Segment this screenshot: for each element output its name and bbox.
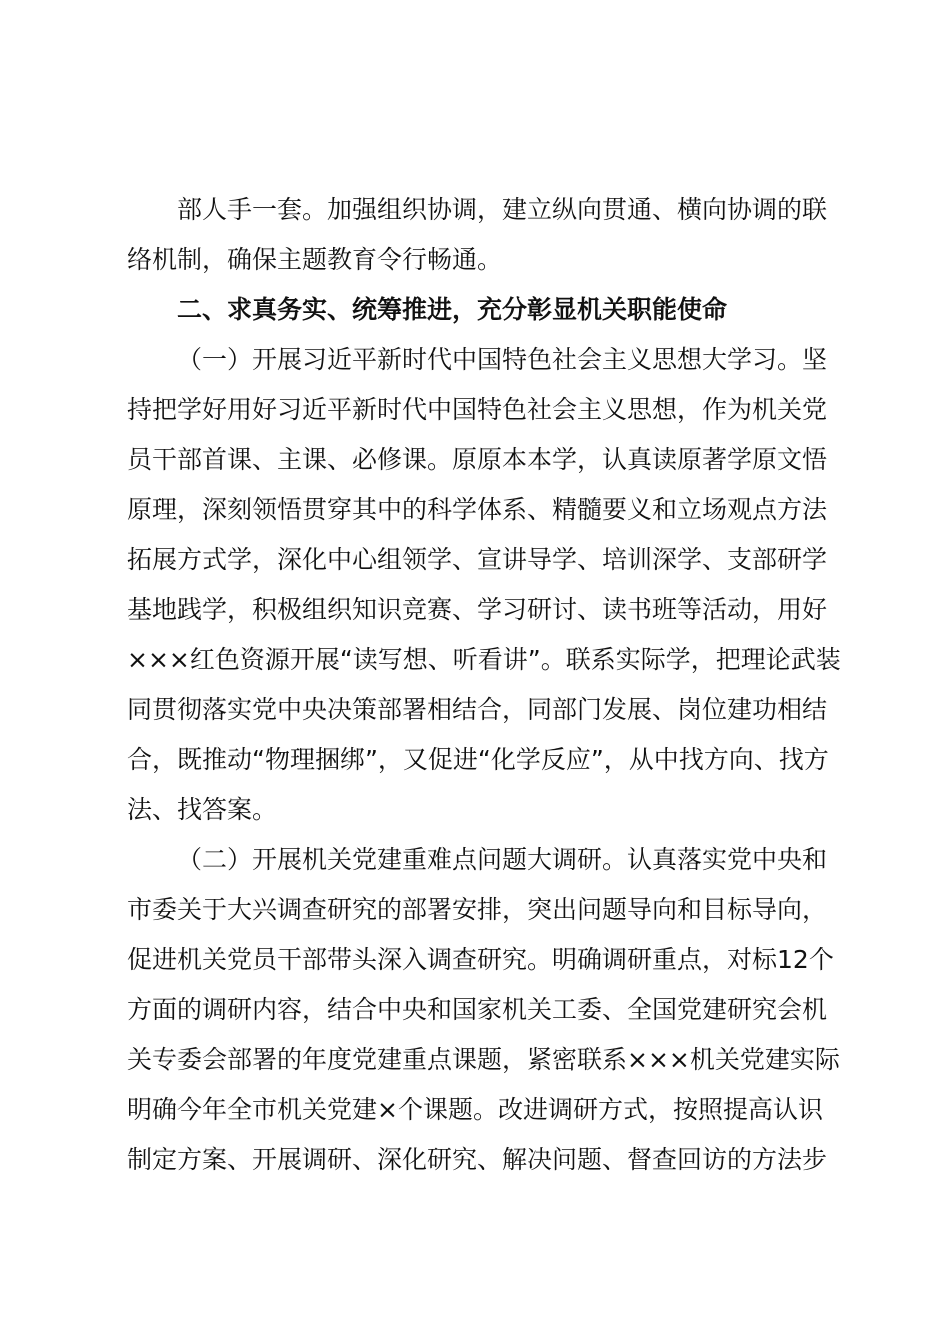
text-line: 同贯彻落实党中央决策部署相结合，同部门发展、岗位建功相结 [127, 695, 828, 724]
text-line: 原理，深刻领悟贯穿其中的科学体系、精髓要义和立场观点方法 [127, 495, 828, 524]
text-line: 持把学好用好习近平新时代中国特色社会主义思想，作为机关党 [127, 395, 828, 424]
paragraph-lead-line: （一）开展习近平新时代中国特色社会主义思想大学习。坚 [177, 345, 828, 374]
text-line: 络机制，确保主题教育令行畅通。 [127, 245, 503, 274]
text-line: 市委关于大兴调查研究的部署安排，突出问题导向和目标导向， [127, 895, 828, 924]
text-line: 合，既推动“物理捆绑”，又促进“化学反应”，从中找方向、找方 [127, 745, 829, 774]
text-line: 关专委会部署的年度党建重点课题，紧密联系×××机关党建实际 [127, 1045, 840, 1074]
paragraph-lead-line: （二）开展机关党建重难点问题大调研。认真落实党中央和 [177, 845, 828, 874]
text-line: 制定方案、开展调研、深化研究、解决问题、督查回访的方法步 [127, 1145, 828, 1174]
document-body [127, 185, 857, 1185]
text-line: 明确今年全市机关党建×个课题。改进调研方式，按照提高认识 [127, 1095, 823, 1124]
text-line: 促进机关党员干部带头深入调查研究。明确调研重点，对标12个 [127, 945, 834, 974]
text-line: 方面的调研内容，结合中央和国家机关工委、全国党建研究会机 [127, 995, 828, 1024]
text-line: 法、找答案。 [127, 795, 278, 824]
text-line: 基地践学，积极组织知识竞赛、学习研讨、读书班等活动，用好 [127, 595, 828, 624]
text-line: 拓展方式学，深化中心组领学、宣讲导学、培训深学、支部研学 [127, 545, 828, 574]
section-heading: 二、求真务实、统筹推进，充分彰显机关职能使命 [177, 295, 728, 324]
text-line: 员干部首课、主课、必修课。原原本本学，认真读原著学原文悟 [127, 445, 828, 474]
text-line: ×××红色资源开展“读写想、听看讲”。联系实际学，把理论武装 [127, 645, 841, 674]
text-line: 部人手一套。加强组织协调，建立纵向贯通、横向协调的联 [177, 195, 828, 224]
